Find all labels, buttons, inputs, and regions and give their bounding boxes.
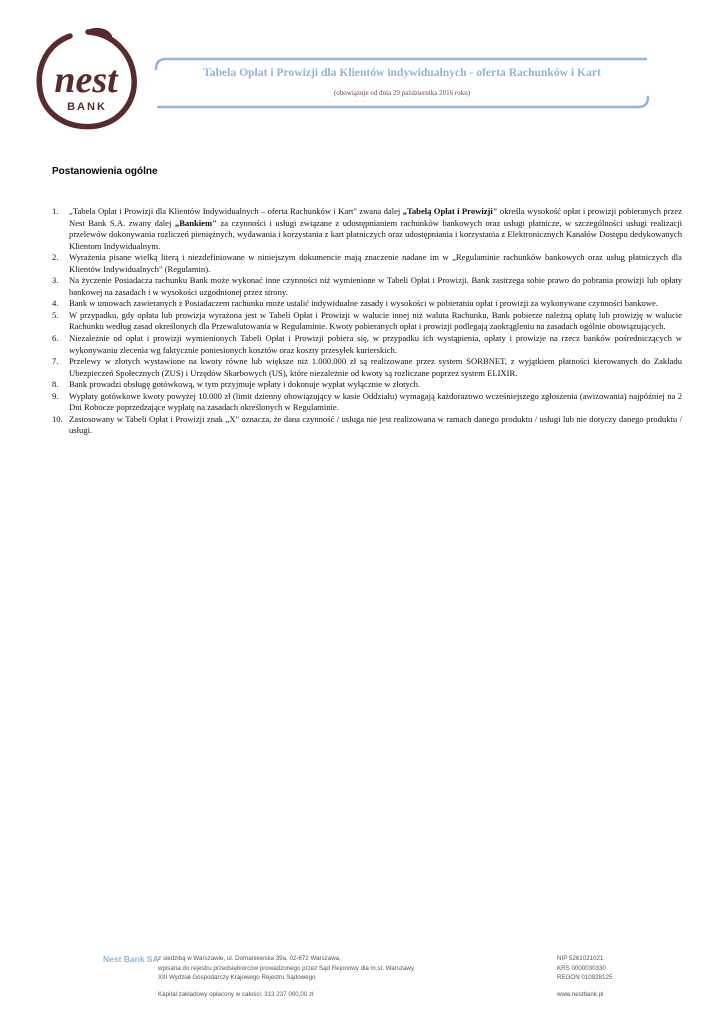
provision-number: 1. bbox=[52, 206, 59, 216]
footer-address bbox=[158, 954, 415, 983]
provision-item bbox=[52, 379, 682, 391]
footer-company-name: Nest Bank SA bbox=[103, 954, 159, 964]
footer-regon: REGON 010928125 bbox=[557, 974, 613, 982]
provision-item bbox=[52, 356, 682, 379]
provision-text: Na życzenie Posiadacza rachunku Bank może wykonać inne czynności niż wymienione w Tabeli Opłat i Prowizji. Bank zastrzega sobie prawo do pobrania prowizji lub opłaty bankowej na zasadach i w wysokości uzgodnionej przez strony. bbox=[69, 275, 682, 297]
footer-registration bbox=[557, 954, 612, 983]
provision-text: Zastosowany w Tabeli Opłat i Prowizji znak „X" oznacza, że dana czynność / usługa nie jest realizowana w ramach danego produktu / usługi lub nie dotyczy danego produktu / usługi. bbox=[69, 413, 682, 436]
provision-text: Wypłaty gotówkowe kwoty powyżej 10.000 zł (limit dzienny obowiązujący w kasie Oddziału) wymagają każdorazowo wcześniejszego zgłoszenia (awizowania) najpóźniej na 2 Dni Robocze poprzedzające wypłatę na zasadach określonych w Regulaminie. bbox=[69, 390, 682, 413]
provision-item bbox=[52, 310, 682, 333]
provision-text: „Tabela Opłat i Prowizji dla Klientów Indywidualnych – oferta Rachunków i Kart" zwana dalej bbox=[69, 206, 403, 216]
provision-number: 2. bbox=[52, 252, 59, 263]
provision-number: 9. bbox=[52, 390, 59, 401]
document-title: Tabela Opłat i Prowizji dla Klientów indywidualnych - oferta Rachunków i Kart bbox=[203, 66, 601, 79]
section-title: Postanowienia ogólne bbox=[52, 166, 158, 177]
provision-item bbox=[52, 206, 682, 252]
provision-text: W przypadku, gdy opłata lub prowizja wyrażona jest w Tabeli Opłat i Prowizji w walucie innej niż waluta Rachunku, Bank pobierze należną opłatę lub prowizję w walucie Rachunku według zasad określonych dla Przewalutowania w Regulaminie. Kwoty pobieranych opłat i prowizji podlegają zaokrągleniu na zasadach ogólnie obowiązujących. bbox=[69, 309, 682, 332]
logo-mark bbox=[30, 26, 142, 134]
provision-number: 6. bbox=[52, 333, 59, 344]
provision-text: określa wysokość opłat i prowizji pobieranych przez Nest Bank S.A. zwany dalej bbox=[69, 206, 683, 228]
provision-number: 8. bbox=[52, 379, 59, 390]
provision-text: Niezależnie od opłat i prowizji wymienionych Tabeli Opłat i Prowizji pobiera się, w przypadku ich wystąpienia, opłaty i prowizje na rzecz banków pośredniczących w wykonywaniu zlecenia wg faktycznie poniesionych kosztów oraz koszty przesyłek kurierskich. bbox=[69, 333, 682, 355]
provisions-list bbox=[52, 206, 682, 437]
provision-text: Wyrażenia pisane wielką literą i niezdefiniowane w niniejszym dokumencie mają znaczenie nadane im w „Regulaminie rachunków bankowych oraz usług płatniczych dla Klientów Indywidualnych" (Regulamin). bbox=[69, 252, 682, 274]
header-frame bbox=[152, 55, 652, 113]
provision-number: 10. bbox=[52, 413, 63, 424]
logo-wordmark: nest bbox=[54, 59, 118, 101]
defined-term: „Bankiem" bbox=[174, 217, 217, 228]
defined-term: „Tabelą Opłat i Prowizji" bbox=[402, 206, 498, 216]
footer-krs: KRS 0000030330 bbox=[557, 964, 606, 972]
logo-subtext: BANK bbox=[67, 101, 107, 113]
document-subtitle: (obowiązuje od dnia 29 października 2016 roku) bbox=[333, 89, 471, 97]
provision-number: 7. bbox=[52, 356, 59, 367]
footer-address-line: wpisana do rejestru przedsiębiorców prowadzonego przez Sąd Rejonowy dla m.st. Warszawy, bbox=[158, 964, 416, 972]
provision-item bbox=[52, 252, 682, 275]
provision-text: za czynności i usługi związane z udostępnianiem rachunków bankowych oraz usługi płatnicze, w szczególności usługi realizacji przelewów dokonywania rozliczeń pieniężnych, wydawania i korzystania z kart płatniczych oraz udostępniania i korzystania z Elektronicznych Kanałów Dostępu dedykowanych Klientom Indywidualnym. bbox=[69, 217, 683, 251]
provision-item bbox=[52, 414, 682, 437]
provision-text: Bank prowadzi obsługę gotówkową, w tym przyjmuje wpłaty i dokonuje wypłat wyłącznie w złotych. bbox=[69, 379, 421, 390]
provision-number: 4. bbox=[52, 298, 59, 309]
provision-text: Bank w umowach zawieranych z Posiadaczem rachunku może ustalić indywidualne zasady i wysokości w pobieraniu opłat i prowizji za wykonywane czynności bankowe. bbox=[69, 298, 658, 309]
footer-website-link[interactable]: www.nestbank.pl bbox=[557, 991, 604, 998]
provision-item bbox=[52, 333, 682, 356]
footer-address-line: z siedzibą w Warszawie, ul. Domaniewska 39a, 02-672 Warszawa, bbox=[158, 955, 341, 962]
nest-bank-logo bbox=[30, 26, 142, 134]
footer-capital: Kapitał zakładowy opłacony w całości: 313 237 000,00 zł bbox=[158, 991, 314, 998]
provision-text: Przelewy w złotych wystawione na kwoty równe lub większe niż 1.000.000 zł są realizowane przez system SORBNET, z wyjątkiem płatności kierowanych do Zakładu Ubezpieczeń Społecznych (ZUS) i Urzędów Skarbowych (US), które niezależnie od kwoty są rozliczane poprzez system ELIXIR. bbox=[69, 356, 682, 378]
provision-item bbox=[52, 275, 682, 298]
footer-address-line: XIII Wydział Gospodarczy Krajowego Rejestru Sądowego bbox=[158, 974, 316, 982]
provision-number: 3. bbox=[52, 275, 59, 286]
provision-item bbox=[52, 298, 682, 310]
provision-number: 5. bbox=[52, 309, 59, 320]
footer-nip: NIP 5261021021 bbox=[557, 955, 604, 962]
provision-item bbox=[52, 391, 682, 414]
